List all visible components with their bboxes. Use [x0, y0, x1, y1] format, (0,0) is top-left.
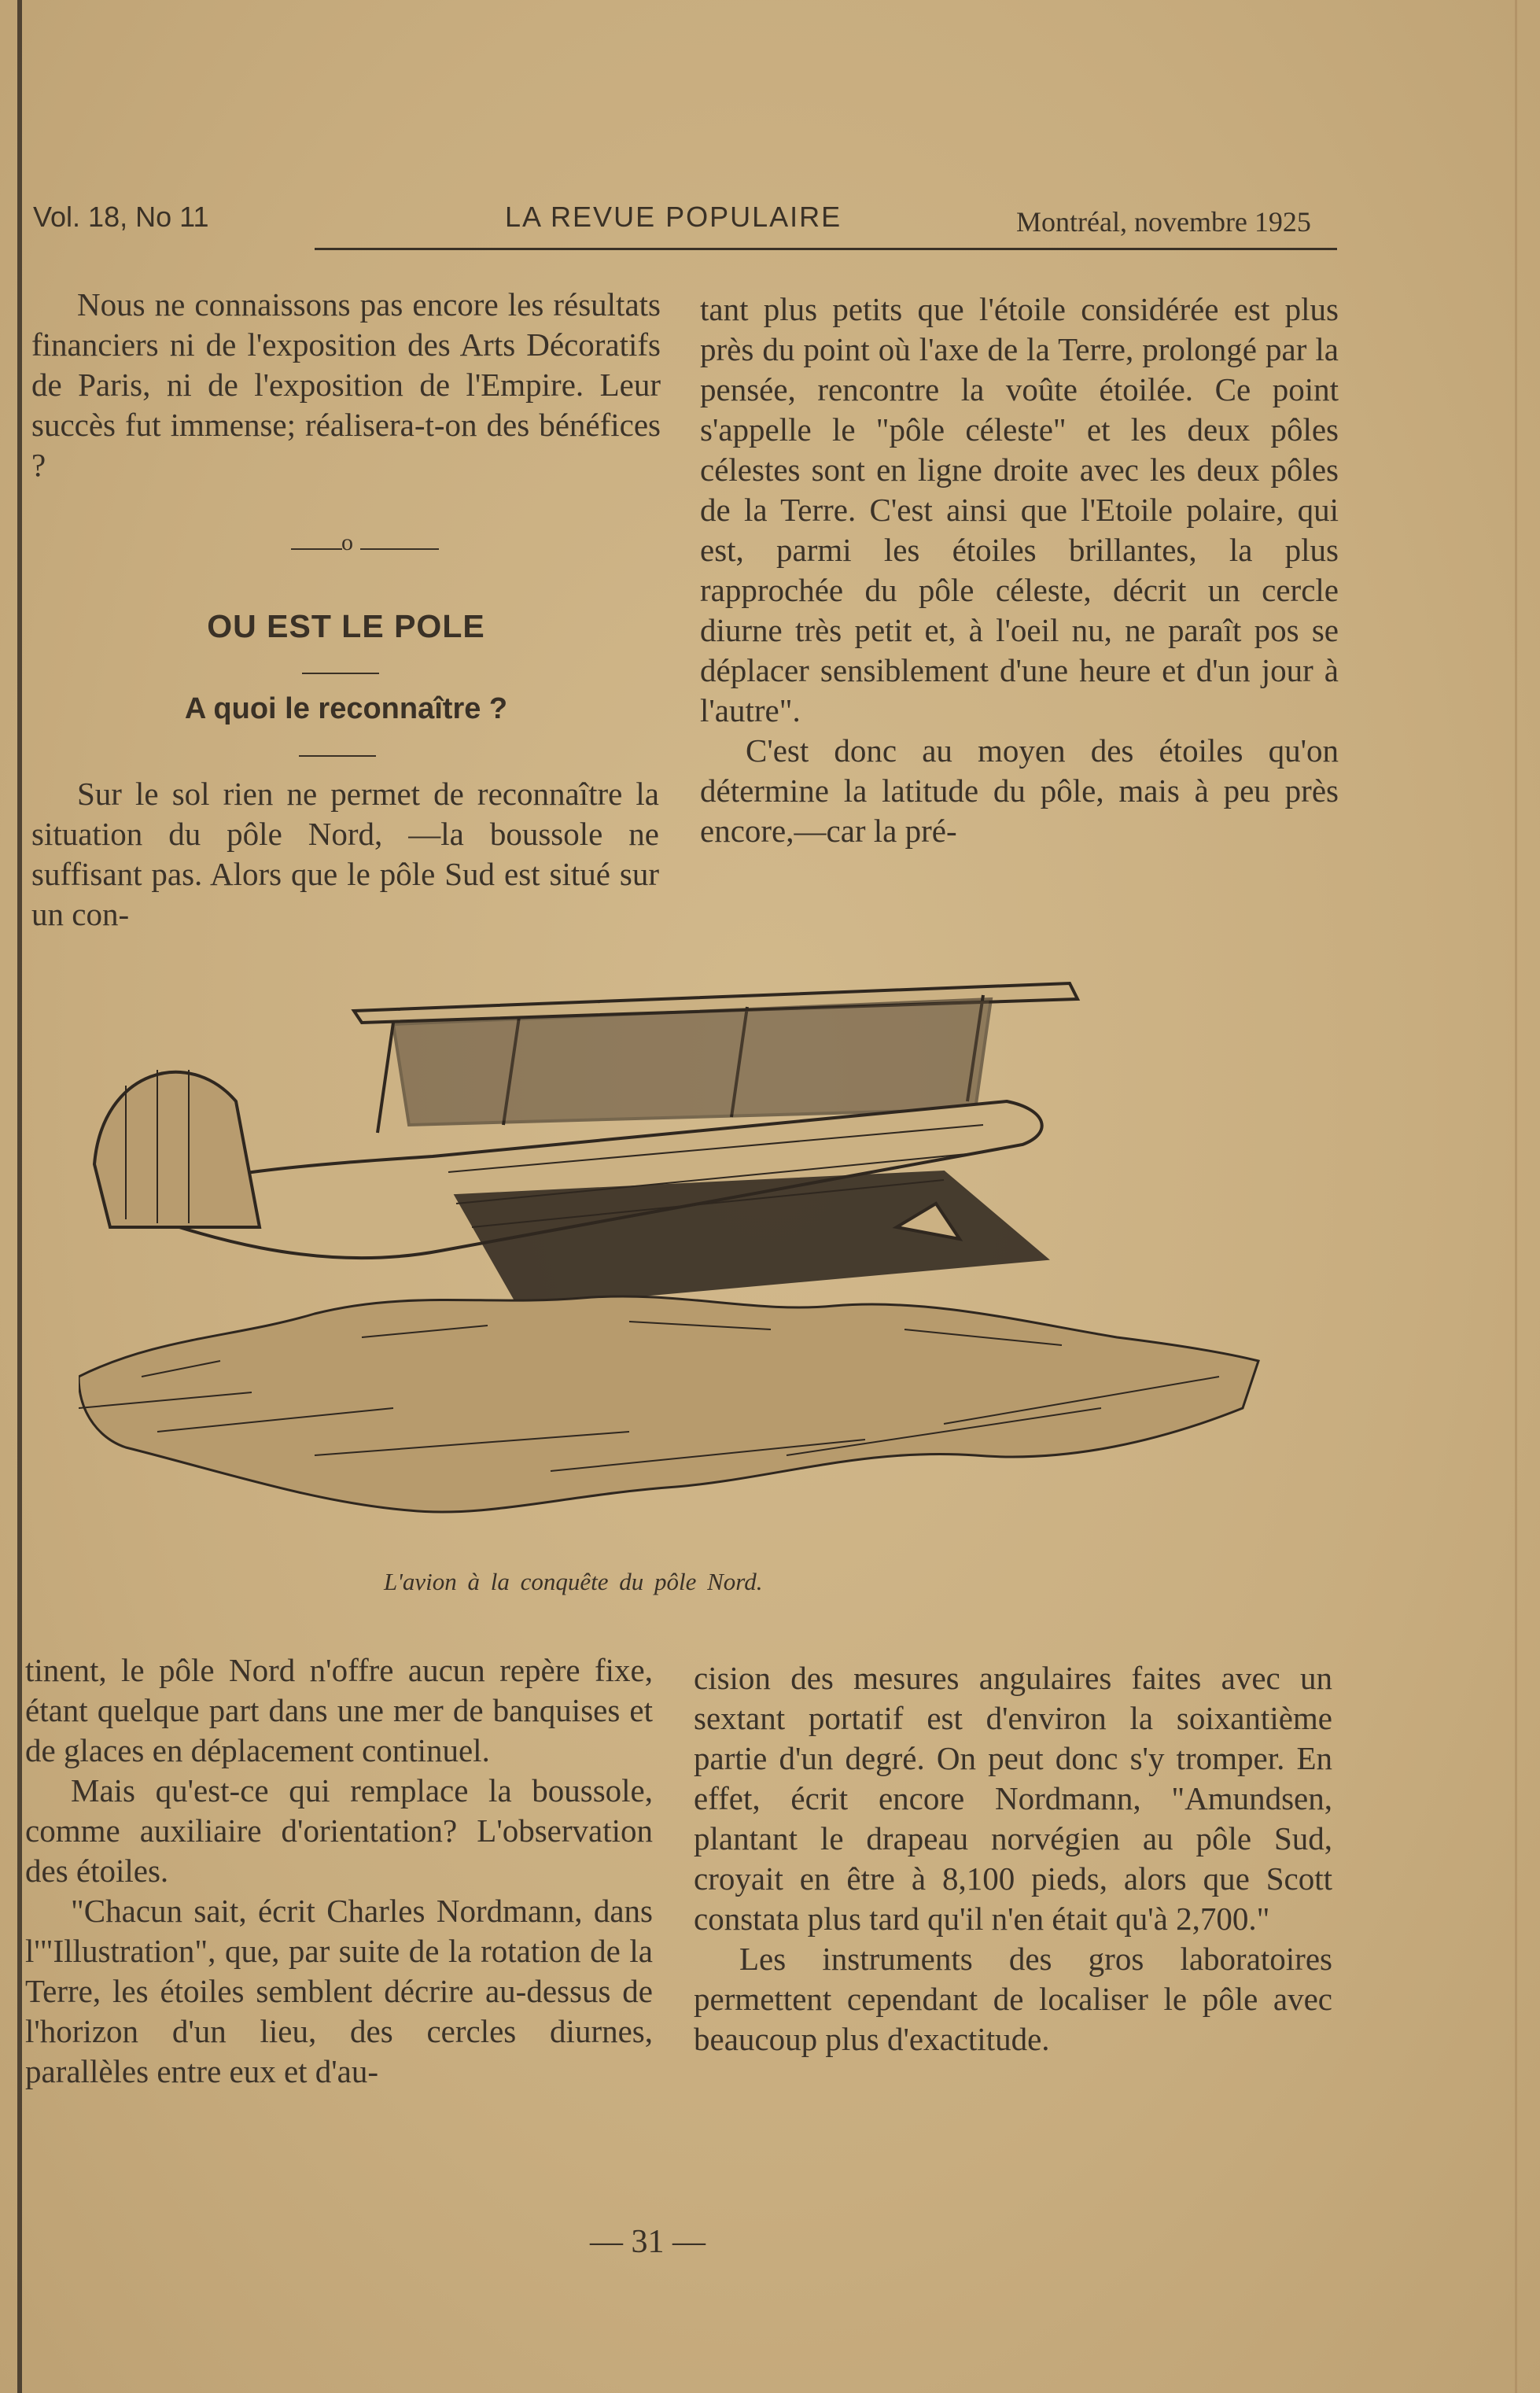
- article-paragraph: tinent, le pôle Nord n'offre aucun repère fixe, étant quelque part dans une mer de banquises et de glaces en déplacement continuel.: [25, 1652, 653, 1768]
- publication-title: LA REVUE POPULAIRE: [505, 201, 842, 233]
- article-paragraph: Mais qu'est-ce qui remplace la boussole, comme auxiliaire d'orientation? L'observation des étoiles.: [25, 1772, 653, 1889]
- column-bottom-left: [25, 1650, 653, 2092]
- figure-caption: L'avion à la conquête du pôle Nord.: [384, 1568, 763, 1595]
- separator-rule-left: [291, 548, 342, 550]
- airplane-illustration: [79, 968, 1274, 1550]
- intro-paragraph: Nous ne connaissons pas encore les résultats financiers ni de l'exposition des Arts Décoratifs de Paris, ni de l'exposition de l'Empire. Leur succès fut immense; réalisera-t-on des bénéfices ?: [31, 286, 661, 483]
- article-paragraph: Sur le sol rien ne permet de reconnaître la situation du pôle Nord, —la boussole ne suffisant pas. Alors que le pôle Sud est situé sur un con-: [31, 776, 659, 932]
- separator-rule-right: [360, 548, 439, 550]
- page-header: [33, 201, 1347, 248]
- article-paragraph: tant plus petits que l'étoile considérée est plus près du point où l'axe de la Terre, prolongé par la pensée, rencontre la voûte étoilée. Ce point s'appelle le "pôle céleste" et les deux pôles célestes sont en ligne droite avec les deux pôles de la Terre. C'est ainsi que l'Etoile polaire, qui est, parmi les étoiles brillantes, la plus rapprochée du pôle céleste, décrit un cercle diurne très petit et, à l'oeil nu, ne paraît pos se déplacer sensiblement d'une heure et d'un jour à l'autre".: [700, 291, 1339, 728]
- binding-edge: [17, 0, 22, 2393]
- column-left-article-start: [31, 774, 659, 935]
- subtitle-rule: [299, 755, 376, 757]
- title-rule: [302, 673, 379, 674]
- issue-date: Montréal, novembre 1925: [1016, 206, 1311, 238]
- article-paragraph: Les instruments des gros laboratoires permettent cependant de localiser le pôle avec beaucoup plus d'exactitude.: [694, 1941, 1332, 2057]
- header-rule: [315, 248, 1337, 250]
- article-subtitle: A quoi le reconnaître ?: [184, 692, 508, 725]
- volume-label: Vol. 18, No 11: [33, 201, 209, 233]
- column-bottom-right: [694, 1658, 1332, 2059]
- article-title: OU EST LE POLE: [207, 608, 485, 644]
- page-edge: [1515, 0, 1517, 2393]
- page-number: — 31 —: [590, 2224, 706, 2260]
- separator-mark: o: [341, 529, 353, 555]
- article-paragraph: "Chacun sait, écrit Charles Nordmann, dans l'"Illustration", que, par suite de la rotation de la Terre, les étoiles semblent décrire au-dessus de l'horizon d'un lieu, des cercles diurnes, parallèles entre eux et d'au-: [25, 1893, 653, 2089]
- article-paragraph: C'est donc au moyen des étoiles qu'on détermine la latitude du pôle, mais à peu près encore,—car la pré-: [700, 732, 1339, 849]
- article-paragraph: cision des mesures angulaires faites avec un sextant portatif est d'environ la soixantième partie d'un degré. On peut donc s'y tromper. En effet, écrit encore Nordmann, "Amundsen, plantant le drapeau norvégien au pôle Sud, croyait en être à 8,100 pieds, alors que Scott constata plus tard qu'il n'en était qu'à 2,700.": [694, 1660, 1332, 1937]
- column-top-right: [700, 289, 1339, 851]
- column-top-left: [31, 285, 661, 485]
